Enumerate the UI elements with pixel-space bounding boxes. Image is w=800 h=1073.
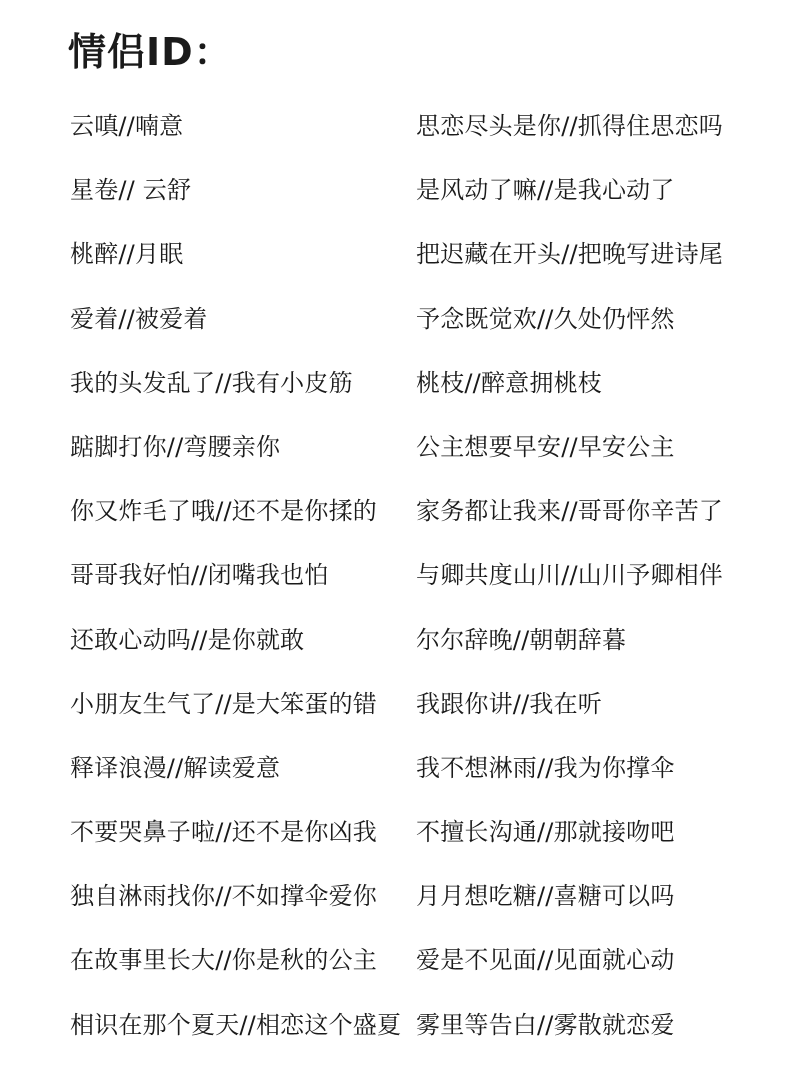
couple-id-item: 释译浪漫//解读爱意 xyxy=(70,753,281,782)
couple-id-item: 雾里等告白//雾散就恋爱 xyxy=(416,1010,675,1039)
couple-id-item: 独自淋雨找你//不如撑伞爱你 xyxy=(70,882,377,911)
couple-id-item: 尔尔辞晚//朝朝辞暮 xyxy=(416,625,627,654)
couple-id-item: 与卿共度山川//山川予卿相伴 xyxy=(416,561,723,590)
couple-id-item: 月月想吃糖//喜糖可以吗 xyxy=(416,882,675,911)
couple-id-item: 在故事里长大//你是秋的公主 xyxy=(70,946,377,975)
couple-id-item: 爱着//被爱着 xyxy=(70,304,208,333)
couple-id-item: 我不想淋雨//我为你撑伞 xyxy=(416,753,675,782)
couple-id-item: 爱是不见面//见面就心动 xyxy=(416,946,675,975)
couple-id-item: 把迟藏在开头//把晚写进诗尾 xyxy=(416,240,723,269)
right-column xyxy=(416,94,723,1057)
couple-id-item: 桃枝//醉意拥桃枝 xyxy=(416,368,602,397)
page-title: 情侣ID： xyxy=(68,30,233,74)
couple-id-item: 思恋尽头是你//抓得住思恋吗 xyxy=(416,112,723,140)
couple-id-item: 我跟你讲//我在听 xyxy=(416,689,602,718)
couple-id-item: 星卷// 云舒 xyxy=(70,176,192,205)
left-column xyxy=(70,94,401,1057)
couple-id-item: 我的头发乱了//我有小皮筋 xyxy=(70,368,353,397)
couple-id-item: 小朋友生气了//是大笨蛋的错 xyxy=(70,689,377,718)
couple-id-item: 桃醉//月眠 xyxy=(70,240,184,269)
couple-id-item: 不擅长沟通//那就接吻吧 xyxy=(416,818,675,847)
couple-id-item: 予念既觉欢//久处仍怦然 xyxy=(416,304,675,333)
couple-id-item: 相识在那个夏天//相恋这个盛夏 xyxy=(70,1010,402,1039)
couple-id-item: 是风动了嘛//是我心动了 xyxy=(416,176,675,205)
couple-id-item: 家务都让我来//哥哥你辛苦了 xyxy=(416,497,723,526)
couple-id-item: 公主想要早安//早安公主 xyxy=(416,432,675,461)
couple-id-item: 云嗔//喃意 xyxy=(70,112,184,140)
couple-id-item: 哥哥我好怕//闭嘴我也怕 xyxy=(70,561,329,590)
couple-id-item: 你又炸毛了哦//还不是你揉的 xyxy=(70,497,377,526)
couple-id-item: 踮脚打你//弯腰亲你 xyxy=(70,432,281,461)
couple-id-item: 不要哭鼻子啦//还不是你凶我 xyxy=(70,818,377,847)
couple-id-item: 还敢心动吗//是你就敢 xyxy=(70,625,305,654)
